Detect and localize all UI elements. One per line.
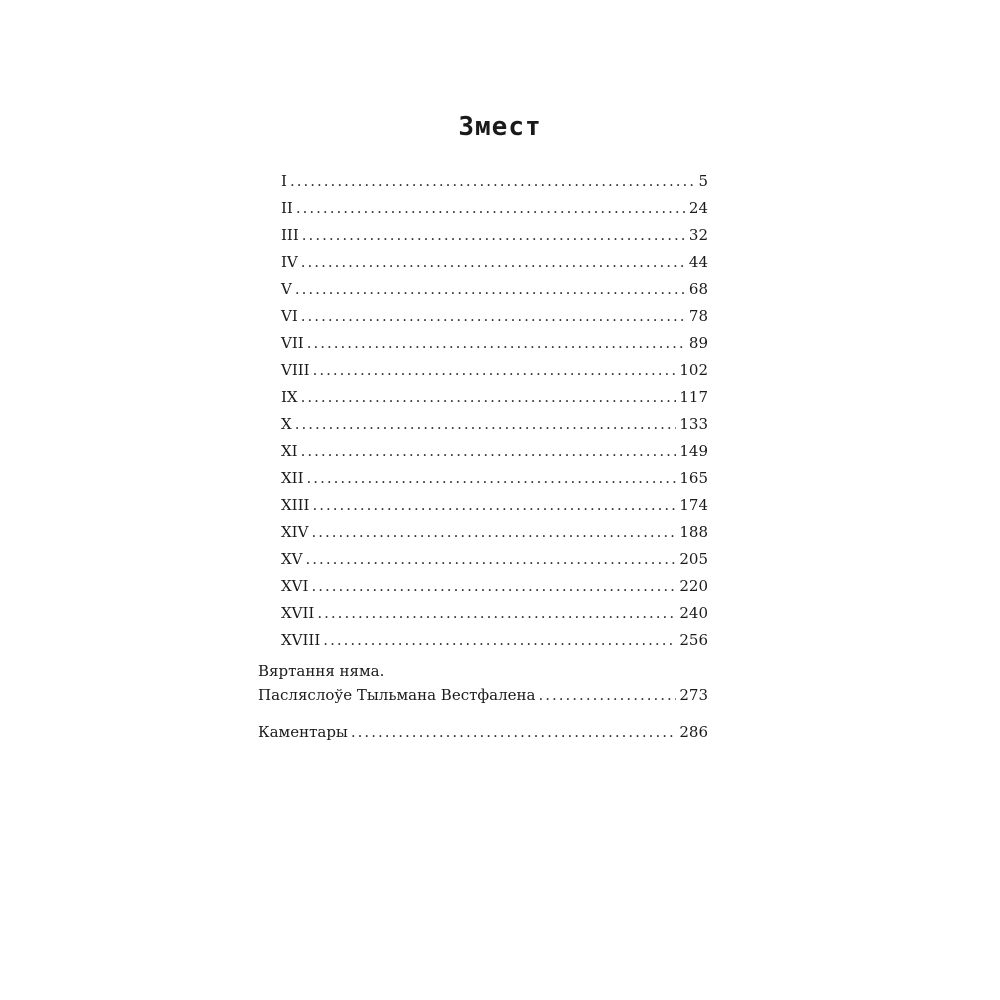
toc-entry-page: 149	[679, 442, 708, 460]
toc-entry-label: IV	[281, 253, 298, 271]
toc-entry-page: 44	[688, 253, 708, 271]
toc-entry-afterword[interactable]	[258, 682, 708, 709]
toc-entry-chapter-14[interactable]	[258, 519, 708, 546]
dot-leader	[317, 600, 676, 627]
toc-entry-label: III	[281, 226, 299, 244]
dot-leader	[295, 276, 686, 303]
toc-entry-page: 5	[698, 172, 708, 190]
toc-entry-label: XII	[281, 469, 304, 487]
toc-entry-chapter-8[interactable]	[258, 357, 708, 384]
toc-entry-chapter-4[interactable]	[258, 249, 708, 276]
toc-entry-chapter-15[interactable]	[258, 546, 708, 573]
dot-leader	[301, 303, 686, 330]
dot-leader	[311, 519, 676, 546]
toc-entry-page: 32	[688, 226, 708, 244]
toc-entry-chapter-13[interactable]	[258, 492, 708, 519]
dot-leader	[323, 627, 676, 654]
toc-entry-page: 273	[679, 686, 708, 704]
dot-leader	[301, 249, 686, 276]
toc-entry-chapter-2[interactable]	[258, 195, 708, 222]
toc-entry-chapter-12[interactable]	[258, 465, 708, 492]
dot-leader	[538, 682, 676, 709]
toc-entry-page: 133	[679, 415, 708, 433]
toc-entry-chapter-9[interactable]	[258, 384, 708, 411]
afterword-title-line: Вяртання няма.	[258, 662, 385, 680]
toc-entry-chapter-7[interactable]	[258, 330, 708, 357]
toc-entry-chapter-11[interactable]	[258, 438, 708, 465]
dot-leader	[351, 719, 676, 746]
toc-entry-label: VIII	[281, 361, 310, 379]
toc-entry-label: XI	[281, 442, 298, 460]
dot-leader	[296, 195, 686, 222]
dot-leader	[302, 222, 686, 249]
toc-entry-label: XVII	[281, 604, 315, 622]
toc-entry-label: Пасляслоўе Тыльмана Вестфалена	[258, 686, 536, 704]
toc-entry-page: 117	[679, 388, 708, 406]
toc-entry-label: XVIII	[281, 631, 321, 649]
table-of-contents	[258, 168, 708, 746]
toc-entry-chapter-16[interactable]	[258, 573, 708, 600]
dot-leader	[295, 411, 677, 438]
toc-entry-label: X	[281, 415, 292, 433]
toc-entry-page: 89	[688, 334, 708, 352]
toc-entry-page: 102	[679, 361, 708, 379]
toc-entry-comments[interactable]	[258, 719, 708, 746]
toc-entry-chapter-10[interactable]	[258, 411, 708, 438]
dot-leader	[307, 465, 677, 492]
toc-entry-label: II	[281, 199, 293, 217]
toc-entry-label: I	[281, 172, 287, 190]
toc-entry-label: V	[281, 280, 292, 298]
toc-entry-label: XV	[281, 550, 303, 568]
toc-entry-page: 240	[679, 604, 708, 622]
dot-leader	[312, 492, 676, 519]
toc-entry-page: 68	[688, 280, 708, 298]
toc-entry-page: 256	[679, 631, 708, 649]
toc-entry-chapter-6[interactable]	[258, 303, 708, 330]
toc-entry-page: 165	[679, 469, 708, 487]
toc-entry-chapter-5[interactable]	[258, 276, 708, 303]
dot-leader	[311, 573, 676, 600]
toc-entry-chapter-3[interactable]	[258, 222, 708, 249]
toc-entry-page: 286	[679, 723, 708, 741]
toc-entry-page: 174	[679, 496, 708, 514]
toc-entry-page: 220	[679, 577, 708, 595]
toc-entry-label: XIII	[281, 496, 310, 514]
page-title: Змест	[458, 112, 542, 142]
dot-leader	[307, 330, 686, 357]
toc-entry-chapter-1[interactable]	[258, 168, 708, 195]
dot-leader	[306, 546, 677, 573]
toc-entry-label: VI	[281, 307, 298, 325]
toc-entry-label: VII	[281, 334, 304, 352]
toc-entry-page: 78	[688, 307, 708, 325]
spacer	[258, 709, 708, 719]
dot-leader	[301, 438, 677, 465]
toc-entry-label: XVI	[281, 577, 309, 595]
toc-entry-label: Каментары	[258, 723, 348, 741]
toc-entry-page: 205	[679, 550, 708, 568]
dot-leader	[301, 384, 677, 411]
dot-leader	[290, 168, 696, 195]
toc-entry-chapter-17[interactable]	[258, 600, 708, 627]
toc-entry-chapter-18[interactable]	[258, 627, 708, 654]
toc-entry-label: XIV	[281, 523, 309, 541]
dot-leader	[313, 357, 677, 384]
toc-entry-page: 188	[679, 523, 708, 541]
toc-entry-page: 24	[688, 199, 708, 217]
toc-entry-label: IX	[281, 388, 298, 406]
